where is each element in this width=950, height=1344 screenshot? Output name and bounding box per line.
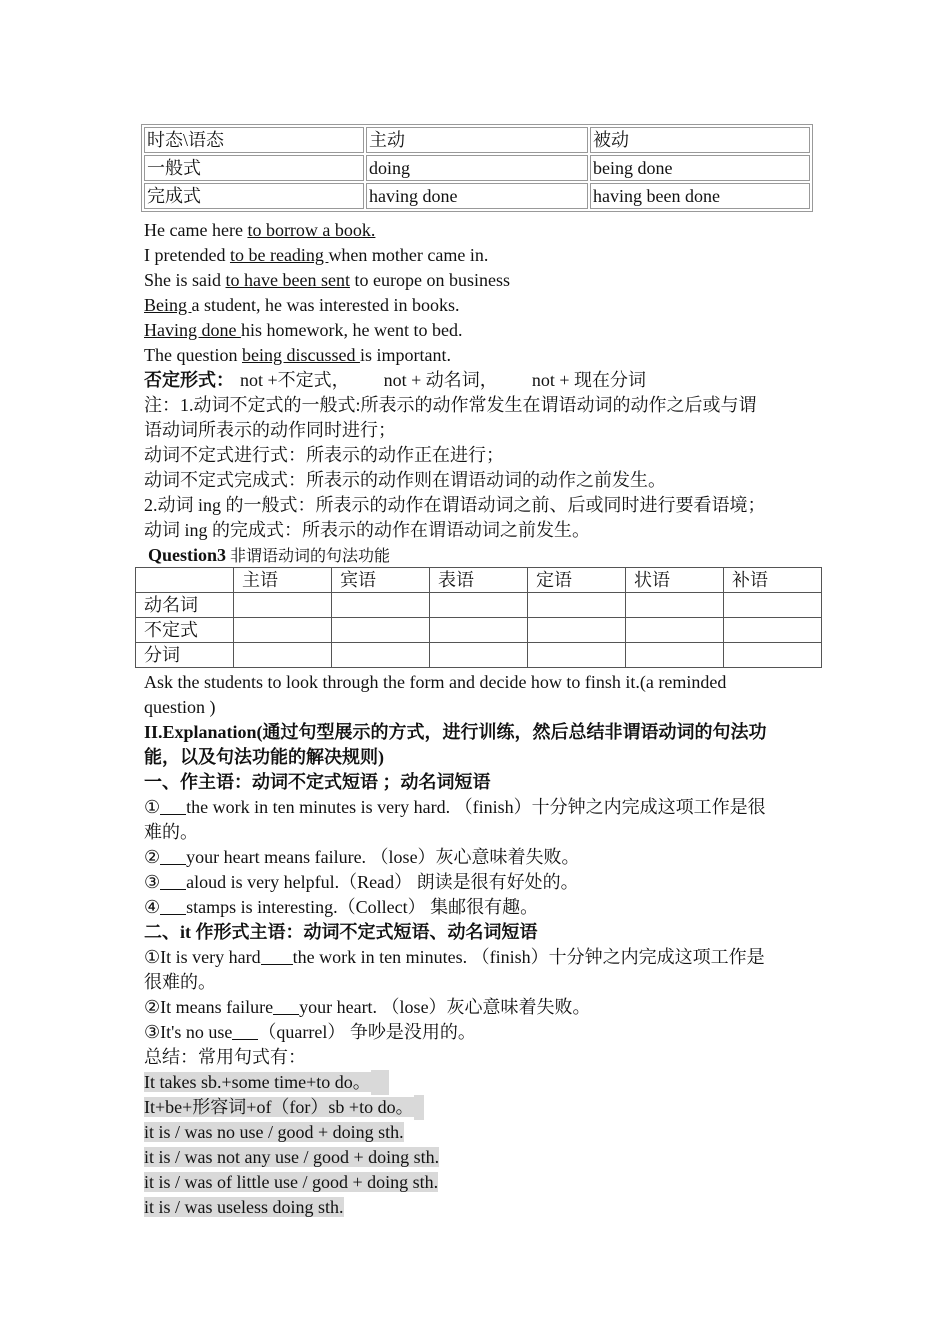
table-row [144, 127, 810, 153]
answer-blank [232, 1023, 258, 1040]
answer-blank [160, 898, 186, 915]
text: I pretended [144, 245, 230, 265]
title-part: 二、 [144, 922, 180, 942]
underlined-text: to be reading [229, 245, 329, 265]
highlighted-pattern: it is / was not any use / good + doing sth. [144, 1147, 440, 1167]
table-cell: 被动 [590, 127, 810, 153]
table-cell [724, 618, 822, 643]
table-cell [332, 593, 430, 618]
table-header-row [136, 568, 822, 593]
exercise-item [144, 845, 814, 870]
table-header-cell: 补语 [724, 568, 822, 593]
negation-label: 否定形式： [144, 370, 234, 390]
highlighted-pattern: It+be+形容词+of（for）sb +to do。 [144, 1097, 414, 1117]
table-row [144, 155, 810, 181]
table-row [144, 183, 810, 209]
table-cell [332, 643, 430, 668]
exercise-item [144, 995, 814, 1020]
exercise-item [144, 895, 814, 920]
item-text: ①It is very hard [144, 947, 261, 967]
highlighted-pattern: it is / was useless doing sth. [144, 1197, 344, 1217]
section2-title [144, 920, 814, 945]
note-line: 动词不定式进行式：所表示的动作正在进行； [144, 445, 504, 465]
item-text-continued: 很难的。 [144, 972, 216, 992]
underlined-text: being discussed [241, 345, 360, 365]
note-line: 语动词所表示的动作同时进行； [144, 420, 396, 440]
negation-item: not + 现在分词 [531, 370, 646, 390]
instruction-line: question ) [144, 697, 216, 717]
summary-label: 总结：常用句式有： [144, 1047, 306, 1067]
note-line: 动词 ing 的完成式：所表示的动作在谓语动词之前发生。 [144, 520, 590, 540]
explanation-heading: 能，以及句法功能的解决规则) [144, 747, 384, 767]
table-cell [332, 618, 430, 643]
exercise-item [144, 870, 814, 895]
highlighted-pattern: It takes sb.+some time+to do。 [144, 1072, 371, 1092]
pattern-line [144, 1145, 814, 1170]
table-cell [626, 643, 724, 668]
item-number: ① [144, 797, 161, 817]
pattern-line [144, 1195, 814, 1220]
table-cell [626, 618, 724, 643]
example-sentence [144, 293, 814, 318]
table-cell: being done [590, 155, 810, 181]
text: He came here [144, 220, 248, 240]
pattern-line [144, 1120, 814, 1145]
example-sentence [144, 318, 814, 343]
item-number: ④ [144, 897, 161, 917]
explanation-heading: II.Explanation(通过句型展示的方式，进行训练，然后总结非谓语动词的句法功 [144, 722, 767, 742]
table-cell [724, 593, 822, 618]
item-text: your heart. （lose）灰心意味着失败。 [299, 997, 591, 1017]
highlight-pad [371, 1070, 389, 1095]
table-cell [528, 618, 626, 643]
text: The question [144, 345, 242, 365]
question-label: Question3 [148, 545, 227, 565]
table-header-cell: 状语 [626, 568, 724, 593]
table-cell [234, 593, 332, 618]
underlined-text: Being [144, 295, 192, 315]
answer-blank [273, 998, 299, 1015]
item-text: ②It means failure [144, 997, 274, 1017]
negation-item: not +不定式， [240, 370, 350, 390]
table-header-cell: 定语 [528, 568, 626, 593]
table-cell [430, 643, 528, 668]
table-cell [430, 593, 528, 618]
table-cell: doing [366, 155, 588, 181]
row-label: 动名词 [136, 593, 234, 618]
text: to europe on business [349, 270, 510, 290]
pattern-line [144, 1070, 814, 1095]
underlined-text: to have been sent [225, 270, 350, 290]
question3-heading [144, 543, 814, 568]
highlighted-pattern: it is / was of little use / good + doing sth. [144, 1172, 439, 1192]
exercise-item [144, 1020, 814, 1045]
example-sentence [144, 268, 814, 293]
pattern-line [144, 1095, 814, 1120]
answer-blank [160, 873, 186, 890]
exercise-item [144, 945, 814, 970]
item-number: ② [144, 847, 161, 867]
item-text: （quarrel） 争吵是没用的。 [258, 1022, 476, 1042]
table-cell [528, 593, 626, 618]
highlight-pad [414, 1095, 424, 1120]
answer-blank [160, 848, 186, 865]
table-header-cell: 表语 [430, 568, 528, 593]
table-cell [528, 643, 626, 668]
note-line: 注：1.动词不定式的一般式:所表示的动作常发生在谓语动词的动作之后或与谓 [144, 395, 757, 415]
item-text: stamps is interesting.（Collect） 集邮很有趣。 [186, 897, 539, 917]
text: when mother came in. [328, 245, 489, 265]
table-cell [234, 618, 332, 643]
section1-title: 一、作主语：动词不定式短语 ；动名词短语 [144, 772, 491, 792]
underlined-text: Having done [144, 320, 241, 340]
table-cell: 主动 [366, 127, 588, 153]
table-cell [430, 618, 528, 643]
note-line: 2.动词 ing 的一般式：所表示的动作在谓语动词之前、后或同时进行要看语境； [144, 495, 766, 515]
syntax-function-table [135, 567, 822, 668]
table-cell [234, 643, 332, 668]
table-cell: 一般式 [144, 155, 364, 181]
table-header-cell [136, 568, 234, 593]
row-label: 不定式 [136, 618, 234, 643]
table-cell [724, 643, 822, 668]
text: his homework, he went to bed. [240, 320, 463, 340]
table-header-cell: 宾语 [332, 568, 430, 593]
row-label: 分词 [136, 643, 234, 668]
negation-item: not + 动名词， [383, 370, 498, 390]
text: a student, he was interested in books. [191, 295, 460, 315]
underlined-text: to borrow a book. [247, 220, 376, 240]
exercise-item [144, 795, 814, 820]
table-cell [626, 593, 724, 618]
answer-blank [261, 948, 293, 965]
text-block-examples [144, 218, 814, 568]
item-text: the work in ten minutes. （finish）十分钟之内完成这项工作是 [292, 947, 765, 967]
table-row [136, 593, 822, 618]
item-number: ③ [144, 872, 161, 892]
negation-forms [144, 368, 814, 393]
text: is important. [359, 345, 451, 365]
answer-blank [160, 798, 186, 815]
tense-voice-table [141, 124, 813, 212]
table-row [136, 643, 822, 668]
table-row [136, 618, 822, 643]
pattern-line [144, 1170, 814, 1195]
item-text-continued: 难的。 [144, 822, 198, 842]
text-block-explanation [144, 670, 814, 1220]
highlighted-pattern: it is / was no use / good + doing sth. [144, 1122, 404, 1142]
item-text: aloud is very helpful.（Read） 朗读是很有好处的。 [186, 872, 579, 892]
example-sentence [144, 218, 814, 243]
example-sentence [144, 343, 814, 368]
instruction-line: Ask the students to look through the form and decide how to finsh it.(a reminded [144, 672, 727, 692]
title-part: 作形式主语：动词不定式短语、动名词短语 [191, 922, 538, 942]
table-cell: 时态\语态 [144, 127, 364, 153]
table-cell: having been done [590, 183, 810, 209]
table-header-cell: 主语 [234, 568, 332, 593]
text: She is said [144, 270, 226, 290]
item-text: your heart means failure. （lose）灰心意味着失败。 [186, 847, 580, 867]
note-line: 动词不定式完成式：所表示的动作则在谓语动词的动作之前发生。 [144, 470, 666, 490]
example-sentence [144, 243, 814, 268]
title-part: it [180, 922, 191, 942]
item-text: the work in ten minutes is very hard. （finish）十分钟之内完成这项工作是很 [186, 797, 766, 817]
item-text: ③It's no use [144, 1022, 233, 1042]
table-cell: 完成式 [144, 183, 364, 209]
table-cell: having done [366, 183, 588, 209]
question-title: 非谓语动词的句法功能 [226, 548, 391, 565]
